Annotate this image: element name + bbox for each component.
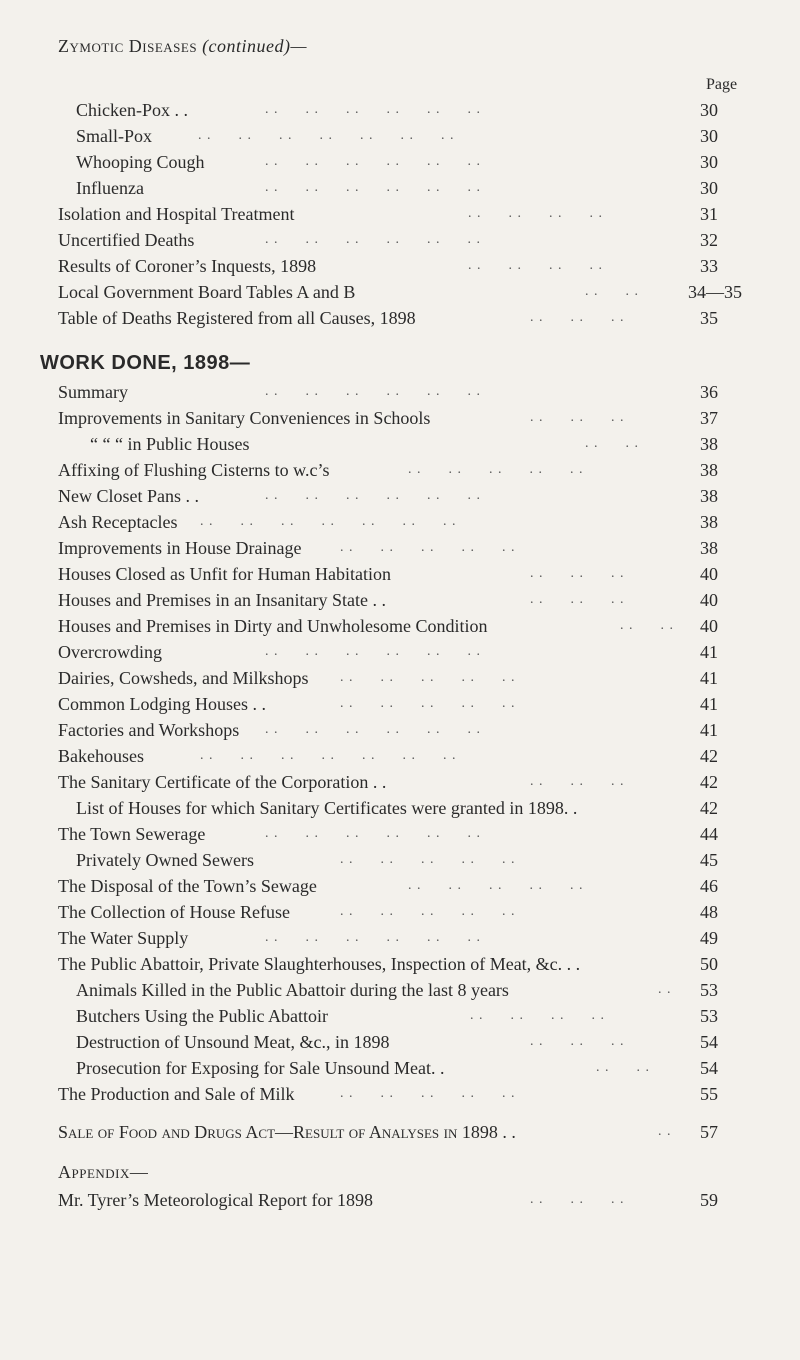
- entry-label: Affixing of Flushing Cisterns to w.c’s: [58, 460, 330, 480]
- toc-entry: [0, 926, 800, 950]
- entry-label: Influenza: [76, 178, 144, 198]
- entry-label: Factories and Workshops: [58, 720, 240, 740]
- leader-dots: . . . . . . . . . .: [340, 540, 516, 555]
- toc-entry: [0, 744, 800, 768]
- leader-dots: . . . . . . . . . . . .: [265, 102, 481, 117]
- leader-dots: . . . . . .: [530, 592, 625, 607]
- entry-label: Houses and Premises in an Insanitary State . .: [58, 590, 386, 610]
- toc-entry: [0, 874, 800, 898]
- toc-entry: [0, 176, 800, 200]
- entry-label: Isolation and Hospital Treatment: [58, 204, 295, 224]
- leader-dots: . . . . . . . . . . . .: [265, 180, 481, 195]
- appendix-heading: Appendix—: [58, 1162, 149, 1182]
- toc-entry: [0, 280, 800, 304]
- entry-label: Common Lodging Houses . .: [58, 694, 267, 714]
- leader-dots: . . . . . . . . . . . .: [265, 488, 481, 503]
- entry-page: 36: [700, 382, 718, 402]
- leader-dots: . .: [658, 1124, 672, 1139]
- entry-page: 53: [700, 1006, 718, 1026]
- toc-entry: [0, 666, 800, 690]
- entry-page: 57: [700, 1122, 718, 1142]
- leader-dots: . . . . . . . . . . . .: [265, 930, 481, 945]
- entry-page: 59: [700, 1190, 718, 1210]
- leader-dots: . . . . . . . . . . . .: [265, 722, 481, 737]
- toc-entry: [0, 796, 800, 820]
- leader-dots: . . . . . . . . . .: [408, 462, 584, 477]
- toc-entry: [0, 1188, 800, 1212]
- entry-label: The Collection of House Refuse: [58, 902, 290, 922]
- entry-page: 48: [700, 902, 718, 922]
- toc-entry: [0, 562, 800, 586]
- entry-label: Butchers Using the Public Abattoir: [76, 1006, 328, 1026]
- entry-label: List of Houses for which Sanitary Certificates were granted in 1898. .: [76, 798, 578, 818]
- toc-entry: [0, 1082, 800, 1106]
- entry-label: Prosecution for Exposing for Sale Unsound Meat. .: [76, 1058, 445, 1078]
- entry-label: Improvements in Sanitary Conveniences in Schools: [58, 408, 431, 428]
- toc-entry: [0, 228, 800, 252]
- toc-entry: [0, 900, 800, 924]
- entry-label: Small-Pox: [76, 126, 153, 146]
- entry-page: 41: [700, 642, 718, 662]
- entry-label: Improvements in House Drainage: [58, 538, 302, 558]
- entry-label: Houses and Premises in Dirty and Unwholesome Condition: [58, 616, 488, 636]
- toc-entry: [0, 614, 800, 638]
- leader-dots: . . . . . . . . . . . .: [265, 154, 481, 169]
- entry-label: Ash Receptacles: [58, 512, 178, 532]
- entry-label: Table of Deaths Registered from all Causes, 1898: [58, 308, 416, 328]
- toc-entry: [0, 1056, 800, 1080]
- toc-entry: [0, 588, 800, 612]
- leader-dots: . . . . . . . . . .: [340, 904, 516, 919]
- toc-entry: [0, 536, 800, 560]
- toc-entry: [0, 406, 800, 430]
- entry-page: 38: [700, 434, 718, 454]
- leader-dots: . . . . . . . . . . . . . .: [200, 748, 457, 763]
- entry-page: 38: [700, 512, 718, 532]
- entry-page: 41: [700, 668, 718, 688]
- entry-page: 40: [700, 616, 718, 636]
- zymotic-heading: [58, 36, 307, 57]
- entry-page: 38: [700, 460, 718, 480]
- entry-label: “ “ “ in Public Houses: [90, 434, 250, 454]
- entry-page: 41: [700, 694, 718, 714]
- leader-dots: . . . .: [620, 618, 674, 633]
- leader-dots: . . . . . . . . . . . .: [265, 826, 481, 841]
- entry-label: Destruction of Unsound Meat, &c., in 1898: [76, 1032, 390, 1052]
- entry-page: 42: [700, 772, 718, 792]
- entry-page: 54: [700, 1058, 718, 1078]
- entry-page: 31: [700, 204, 718, 224]
- toc-entry: [0, 380, 800, 404]
- leader-dots: . . . . . . . . . .: [340, 696, 516, 711]
- toc-entry: [0, 640, 800, 664]
- toc-entry: [0, 306, 800, 330]
- leader-dots: . . . . . . . . . .: [408, 878, 584, 893]
- entry-label: Animals Killed in the Public Abattoir during the last 8 years: [76, 980, 509, 1000]
- entry-label: Sale of Food and Drugs Act—Result of Analyses in 1898 . .: [58, 1122, 516, 1142]
- entry-page: 35: [700, 308, 718, 328]
- toc-entry: [0, 124, 800, 148]
- toc-entry: [0, 1030, 800, 1054]
- toc-entry: [0, 150, 800, 174]
- entry-label: Mr. Tyrer’s Meteorological Report for 1898: [58, 1190, 374, 1210]
- entry-label: The Water Supply: [58, 928, 189, 948]
- leader-dots: . . . . . .: [530, 566, 625, 581]
- leader-dots: . . . . . . . . . . . .: [265, 644, 481, 659]
- entry-page: 30: [700, 152, 718, 172]
- leader-dots: . . . . . . . . . .: [340, 1086, 516, 1101]
- leader-dots: . . . . . . . . . . . .: [265, 384, 481, 399]
- entry-page: 38: [700, 538, 718, 558]
- entry-page: 42: [700, 798, 718, 818]
- work-done-heading: WORK DONE, 1898—: [40, 352, 251, 374]
- toc-entry: [0, 254, 800, 278]
- leader-dots: . . . . . . . . . . . . . .: [200, 514, 457, 529]
- entry-page: 40: [700, 590, 718, 610]
- entry-label: The Disposal of the Town’s Sewage: [58, 876, 317, 896]
- leader-dots: . . . .: [585, 284, 639, 299]
- entry-label: The Public Abattoir, Private Slaughterhouses, Inspection of Meat, &c. . .: [58, 954, 581, 974]
- entry-label: The Production and Sale of Milk: [58, 1084, 295, 1104]
- toc-entry: [0, 770, 800, 794]
- toc-entry: [0, 458, 800, 482]
- entry-page: 34—35: [688, 282, 742, 302]
- entry-label: Overcrowding: [58, 642, 162, 662]
- leader-dots: . . . . . .: [530, 410, 625, 425]
- entry-page: 38: [700, 486, 718, 506]
- entry-page: 50: [700, 954, 718, 974]
- toc-entry: [0, 848, 800, 872]
- entry-page: 55: [700, 1084, 718, 1104]
- zymotic-title: Zymotic Diseases: [58, 36, 198, 56]
- entry-page: 44: [700, 824, 718, 844]
- entry-label: New Closet Pans . .: [58, 486, 199, 506]
- leader-dots: . . . . . . . .: [468, 206, 603, 221]
- entry-page: 32: [700, 230, 718, 250]
- leader-dots: . . . . . . . . . . . . . .: [198, 128, 455, 143]
- entry-page: 42: [700, 746, 718, 766]
- entry-label: Privately Owned Sewers: [76, 850, 254, 870]
- toc-entry: [0, 510, 800, 534]
- entry-label: Chicken-Pox . .: [76, 100, 188, 120]
- entry-page: 30: [700, 178, 718, 198]
- entry-page: 54: [700, 1032, 718, 1052]
- leader-dots: . . . . . .: [530, 1192, 625, 1207]
- leader-dots: . . . . . . . .: [468, 258, 603, 273]
- toc-entry: [0, 1120, 800, 1144]
- entry-page: 45: [700, 850, 718, 870]
- entry-label: Whooping Cough: [76, 152, 205, 172]
- toc-entry: [0, 718, 800, 742]
- toc-entry: [0, 978, 800, 1002]
- entry-label: Uncertified Deaths: [58, 230, 195, 250]
- page-column-label: Page: [706, 76, 738, 93]
- toc-entry: [0, 98, 800, 122]
- entry-page: 41: [700, 720, 718, 740]
- leader-dots: . . . . . . . .: [470, 1008, 605, 1023]
- entry-label: The Town Sewerage: [58, 824, 206, 844]
- leader-dots: . . . . . . . . . . . .: [265, 232, 481, 247]
- toc-entry: [0, 952, 800, 976]
- leader-dots: . . . . . . . . . .: [340, 852, 516, 867]
- leader-dots: . . . .: [596, 1060, 650, 1075]
- toc-entry: [0, 484, 800, 508]
- entry-page: 30: [700, 100, 718, 120]
- leader-dots: . . . . . .: [530, 310, 625, 325]
- zymotic-continued: (continued)—: [202, 36, 308, 56]
- entry-page: 37: [700, 408, 718, 428]
- leader-dots: . . . . . .: [530, 774, 625, 789]
- entry-page: 40: [700, 564, 718, 584]
- leader-dots: . . . . . . . . . .: [340, 670, 516, 685]
- toc-entry: [0, 202, 800, 226]
- leader-dots: . . . . . .: [530, 1034, 625, 1049]
- entry-page: 30: [700, 126, 718, 146]
- entry-label: Local Government Board Tables A and B: [58, 282, 356, 302]
- entry-label: Houses Closed as Unfit for Human Habitation: [58, 564, 391, 584]
- leader-dots: . .: [658, 982, 672, 997]
- entry-label: Dairies, Cowsheds, and Milkshops: [58, 668, 309, 688]
- entry-label: Results of Coroner’s Inquests, 1898: [58, 256, 317, 276]
- entry-page: 33: [700, 256, 718, 276]
- entry-page: 46: [700, 876, 718, 896]
- entry-page: 53: [700, 980, 718, 1000]
- toc-entry: [0, 432, 800, 456]
- entry-label: The Sanitary Certificate of the Corporation . .: [58, 772, 387, 792]
- toc-entry: [0, 1004, 800, 1028]
- entry-label: Summary: [58, 382, 128, 402]
- toc-entry: [0, 822, 800, 846]
- leader-dots: . . . .: [585, 436, 639, 451]
- toc-entry: [0, 692, 800, 716]
- entry-label: Bakehouses: [58, 746, 144, 766]
- entry-page: 49: [700, 928, 718, 948]
